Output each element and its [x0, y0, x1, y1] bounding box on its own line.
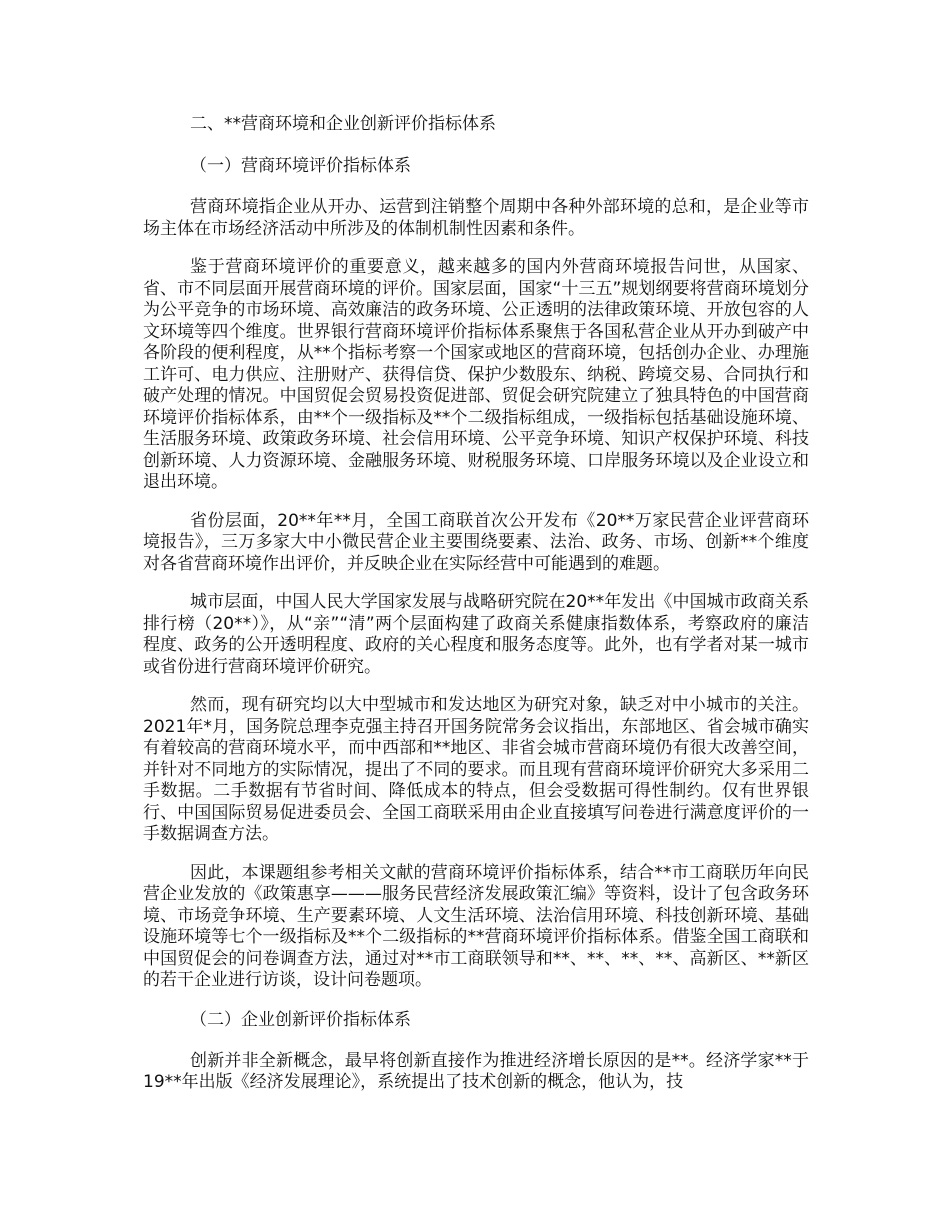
document-body	[143, 113, 809, 1111]
paragraph: 因此，本课题组参考相关文献的营商环境评价指标体系，结合**市工商联历年向民营企业发放的《政策惠享———服务民营经济发展政策汇编》等资料，设计了包含政务环境、市场竞争环境、生产要素环境、人文生活环境、法治信用环境、科技创新环境、基础设施环境等七个一级指标及**个二级指标的**营商环境评价指标体系。借鉴全国工商联和中国贸促会的问卷调查方法，通过对**市工商联领导和**、**、**、**、高新区、**新区的若干企业进行访谈，设计问卷题项。	[143, 862, 809, 990]
subsection-title-enterprise-innovation: （二）企业创新评价指标体系	[190, 1009, 411, 1030]
paragraph: 省份层面，20**年**月，全国工商联首次公开发布《20**万家民营企业评营商环境报告》，三万多家大中小微民营企业主要围绕要素、法治、政务、市场、创新**个维度对各省营商环境作出评价，并反映企业在实际经营中可能遇到的难题。	[143, 510, 809, 574]
paragraph: 营商环境指企业从开办、运营到注销整个周期中各种外部环境的总和，是企业等市场主体在市场经济活动中所涉及的体制机制性因素和条件。	[143, 197, 809, 239]
paragraph: 鉴于营商环境评价的重要意义，越来越多的国内外营商环境报告问世，从国家、省、市不同层面开展营商环境的评价。国家层面，国家“十三五”规划纲要将营商环境划分为公平竞争的市场环境、高效廉洁的政务环境、公正透明的法律政策环境、开放包容的人文环境等四个维度。世界银行营商环境评价指标体系聚焦于各国私营企业从开办到破产中各阶段的便利程度，从**个指标考察一个国家或地区的营商环境，包括创办企业、办理施工许可、电力供应、注册财产、获得信贷、保护少数股东、纳税、跨境交易、合同执行和破产处理的情况。中国贸促会贸易投资促进部、贸促会研究院建立了独具特色的中国营商环境评价指标体系，由**个一级指标及**个二级指标组成，一级指标包括基础设施环境、生活服务环境、政策政务环境、社会信用环境、公平竞争环境、知识产权保护环境、科技创新环境、人力资源环境、金融服务环境、财税服务环境、口岸服务环境以及企业设立和退出环境。	[143, 257, 809, 492]
section-title: 二、**营商环境和企业创新评价指标体系	[190, 114, 496, 134]
subsection-title-business-environment: （一）营商环境评价指标体系	[190, 156, 411, 176]
paragraph: 然而，现有研究均以大中型城市和发达地区为研究对象，缺乏对中小城市的关注。2021年*月，国务院总理李克强主持召开国务院常务会议指出，东部地区、省会城市确实有着较高的营商环境水平，而中西部和**地区、非省会城市营商环境仍有很大改善空间，并针对不同地方的实际情况，提出了不同的要求。而且现有营商环境评价研究大多采用二手数据。二手数据有节省时间、降低成本的特点，但会受数据可得性制约。仅有世界银行、中国国际贸易促进委员会、全国工商联采用由企业直接填写问卷进行满意度评价的一手数据调查方法。	[143, 695, 809, 844]
paragraph: 创新并非全新概念，最早将创新直接作为推进经济增长原因的是**。经济学家**于19**年出版《经济发展理论》，系统提出了技术创新的概念，他认为，技	[143, 1050, 809, 1092]
paragraph: 城市层面，中国人民大学国家发展与战略研究院在20**年发出《中国城市政商关系排行榜（20**）》，从“亲”“清”两个层面构建了政商关系健康指数体系，考察政府的廉洁程度、政务的公开透明程度、政府的关心程度和服务态度等。此外，也有学者对某一城市或省份进行营商环境评价研究。	[143, 592, 809, 677]
